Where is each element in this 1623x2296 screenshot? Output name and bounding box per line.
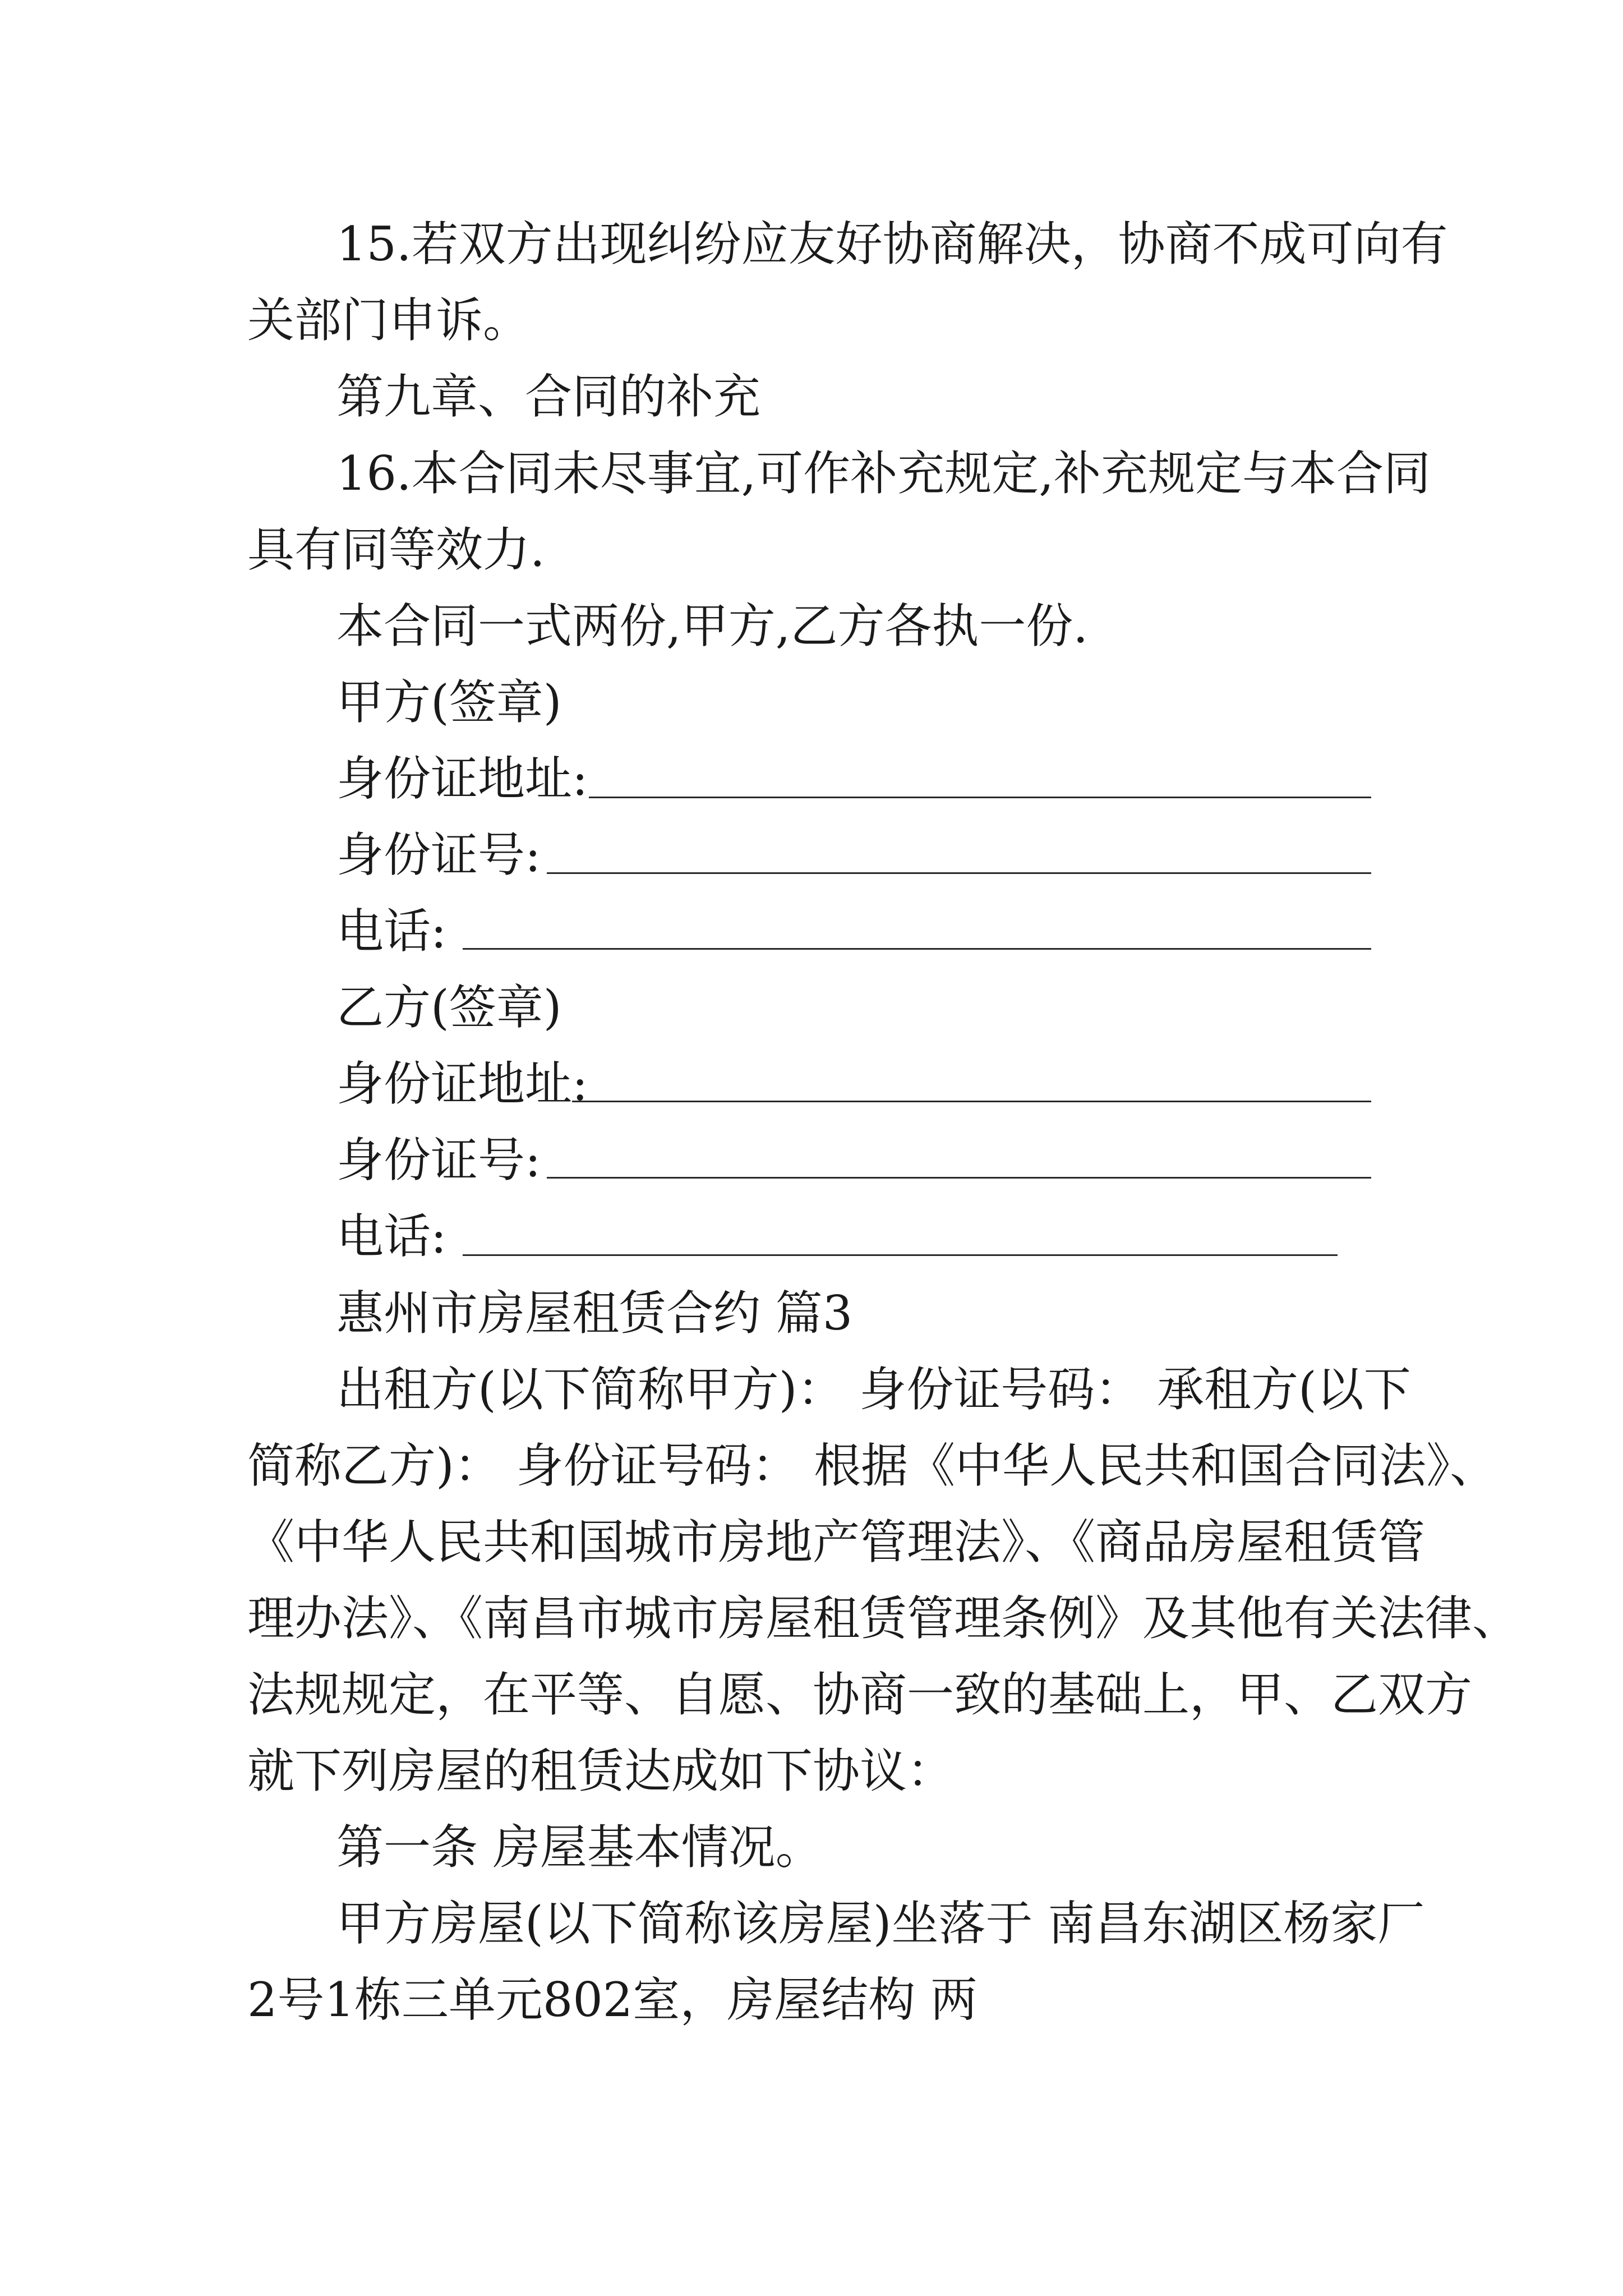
paragraph-line: 具有同等效力. [247,522,545,577]
party-b-id-address-label: 身份证地址: [336,1056,588,1111]
paragraph-line: 法规规定，在平等、自愿、协商一致的基础上，甲、乙双方 [247,1667,1473,1722]
party-b-phone-label: 电话: [336,1209,447,1264]
section-heading: 第九章、合同的补充 [336,369,761,424]
party-b-phone-field[interactable] [463,1254,1338,1256]
article-title: 惠州市房屋租赁合约 篇3 [336,1286,853,1341]
party-b-id-number-field[interactable] [547,1177,1371,1179]
party-a-id-number-field[interactable] [547,872,1371,874]
paragraph-line: 甲方房屋(以下简称该房屋)坐落于 南昌东湖区杨家厂 [336,1896,1425,1951]
party-a-id-address-field[interactable] [589,797,1371,798]
party-b-signature-label: 乙方(签章) [336,980,562,1035]
paragraph-line: 《中华人民共和国城市房地产管理法》、《商品房屋租赁管 [247,1515,1426,1570]
party-b-id-address-field[interactable] [572,1101,1371,1102]
paragraph-line: 就下列房屋的租赁达成如下协议： [247,1743,955,1798]
party-a-id-address-label: 身份证地址: [336,751,588,806]
paragraph-line: 关部门申诉。 [247,293,531,348]
party-a-phone-field[interactable] [463,948,1371,950]
paragraph-line: 2号1栋三单元802室，房屋结构 两 [247,1972,978,2027]
paragraph-line: 本合同一式两份,甲方,乙方各执一份. [336,599,1089,654]
paragraph-line: 简称乙方)： 身份证号码： 根据《中华人民共和国合同法》、 [247,1438,1497,1493]
paragraph-line: 16.本合同未尽事宜,可作补充规定,补充规定与本合同 [336,446,1431,501]
clause-heading: 第一条 房屋基本情况。 [336,1820,823,1875]
party-a-phone-label: 电话: [336,904,447,959]
paragraph-line: 出租方(以下简称甲方)： 身份证号码： 承租方(以下 [336,1362,1411,1417]
party-a-id-number-label: 身份证号: [336,827,541,882]
paragraph-line: 理办法》、《南昌市城市房屋租赁管理条例》及其他有关法律、 [247,1591,1520,1646]
party-a-signature-label: 甲方(签章) [336,675,562,730]
party-b-id-number-label: 身份证号: [336,1133,541,1188]
paragraph-line: 15.若双方出现纠纷应友好协商解决，协商不成可向有 [336,217,1448,272]
